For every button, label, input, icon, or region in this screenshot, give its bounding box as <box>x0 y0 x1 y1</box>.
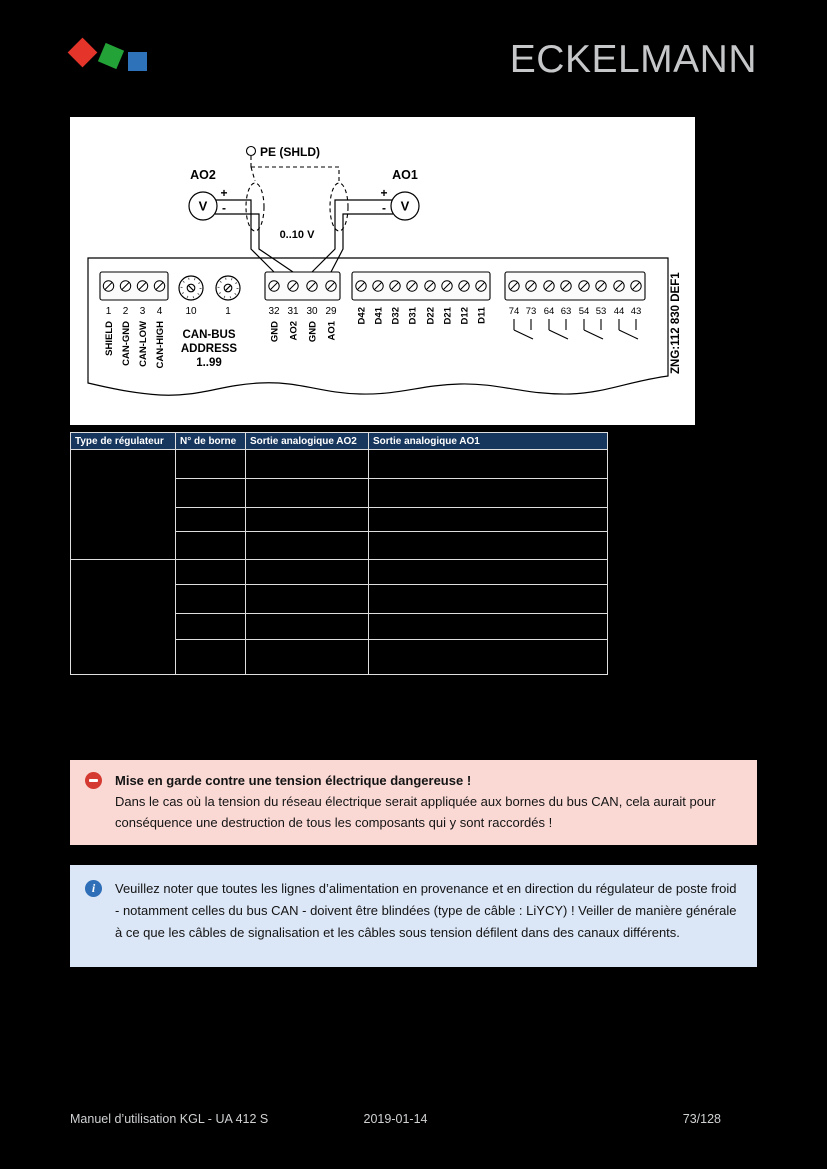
table-cell <box>176 479 246 508</box>
terminal-number: 63 <box>560 306 572 317</box>
voltmeter-v-label: V <box>400 198 410 214</box>
ao1-label: AO1 <box>392 168 418 182</box>
table-cell <box>369 532 608 560</box>
table-cell <box>71 450 176 560</box>
terminal-number: 31 <box>287 306 299 317</box>
terminal-number: 74 <box>508 306 520 317</box>
terminal-number: 73 <box>525 306 537 317</box>
rotary-switch-ones <box>216 276 240 300</box>
canbus-address-line2: ADDRESS <box>180 343 238 355</box>
table-row <box>71 560 608 585</box>
terminal-label: CAN-LOW <box>138 321 149 367</box>
terminal-label: D21 <box>442 307 454 325</box>
table-cell <box>176 640 246 675</box>
table-cell <box>246 560 369 585</box>
table-cell <box>369 479 608 508</box>
rotary-ones-label: 1 <box>225 306 231 317</box>
col-header-terminal-no: N° de borne <box>176 433 246 450</box>
warning-box <box>70 760 757 845</box>
page-footer <box>70 1112 757 1126</box>
canbus-address-line1: CAN-BUS <box>182 329 236 341</box>
terminal-label: AO1 <box>326 321 338 341</box>
terminal-label: D41 <box>373 307 385 325</box>
table-cell <box>246 614 369 640</box>
table-cell <box>369 585 608 614</box>
terminal-label: D11 <box>476 307 488 324</box>
warning-text <box>115 760 739 833</box>
terminal-number: 1 <box>105 306 112 317</box>
ao1-minus-label: - <box>382 201 386 215</box>
pe-terminal-circle <box>247 147 256 156</box>
table-cell <box>176 532 246 560</box>
table-cell <box>369 450 608 479</box>
table-cell <box>71 560 176 675</box>
cable-shield-ellipse-ao1 <box>330 183 348 231</box>
table-cell <box>246 508 369 532</box>
terminal-number: 29 <box>325 306 337 317</box>
ao1-plus-label: + <box>380 186 388 200</box>
table-cell <box>176 450 246 479</box>
terminal-assignment-table <box>70 432 608 675</box>
terminal-label: D31 <box>407 307 419 325</box>
terminal-label: CAN-HIGH <box>155 321 166 369</box>
table-cell <box>176 560 246 585</box>
terminal-number: 2 <box>122 306 129 317</box>
ao2-minus-label: - <box>222 201 226 215</box>
brand-wordmark: ECKELMANN <box>509 38 757 81</box>
table-cell <box>246 585 369 614</box>
canbus-address-line3: 1..99 <box>196 357 222 369</box>
logo-blue-square <box>128 52 147 71</box>
info-body: Veuillez noter que toutes les lignes d’alimentation en provenance et en direction du régulateur de poste froid - notamment celles du bus CAN - doivent être blindées (type de câble : LiYCY) ! Veiller de manière générale à ce que les câbles de signalisation et les câbles sous tension défilent dans des canaux différents. <box>115 881 737 940</box>
terminal-number: 54 <box>578 306 590 317</box>
table-cell <box>176 585 246 614</box>
wiring-figure <box>70 117 695 425</box>
terminal-number: 3 <box>139 306 146 317</box>
rotary-switch-tens <box>179 276 203 300</box>
footer-date: 2019-01-14 <box>363 1112 428 1126</box>
terminal-number: 44 <box>613 306 625 317</box>
terminal-number: 43 <box>630 306 642 317</box>
table-cell <box>369 508 608 532</box>
pe-dashed-lines <box>251 156 339 181</box>
warning-title: Mise en garde contre une tension électrique dangereuse ! <box>115 773 472 788</box>
ao2-plus-label: + <box>220 186 228 200</box>
terminal-number: 4 <box>156 306 163 317</box>
terminal-number: 30 <box>306 306 318 317</box>
footer-page-number: 73/128 <box>682 1112 722 1126</box>
col-header-ao2: Sortie analogique AO2 <box>246 433 369 450</box>
info-box <box>70 865 757 967</box>
terminal-number: 53 <box>595 306 607 317</box>
table-cell <box>369 560 608 585</box>
prohibition-bar <box>89 779 98 782</box>
ao2-label: AO2 <box>190 168 216 182</box>
danger-prohibition-icon <box>85 772 102 789</box>
voltage-range-label: 0..10 V <box>279 229 315 241</box>
shield-wiring <box>246 147 348 232</box>
terminal-label: D22 <box>425 307 437 325</box>
terminal-label: SHIELD <box>104 321 115 356</box>
drawing-number-label: ZNG:112 830 DEF1 <box>670 272 682 374</box>
rotary-tens-label: 10 <box>185 306 197 317</box>
terminal-label: D32 <box>390 307 402 325</box>
terminal-label: AO2 <box>288 321 300 341</box>
warning-body: Dans le cas où la tension du réseau électrique serait appliquée aux bornes du bus CAN, cela aurait pour conséquence une destruction de tous les composants qui y sont raccordés ! <box>115 794 716 830</box>
terminal-label: D42 <box>356 307 368 325</box>
wiring-diagram <box>70 117 695 425</box>
terminal-label: GND <box>269 321 281 343</box>
table-cell <box>176 614 246 640</box>
terminal-label: D12 <box>459 307 471 325</box>
logo-red-square <box>68 38 98 68</box>
table-row <box>71 450 608 479</box>
terminal-number: 64 <box>543 306 555 317</box>
logo-green-square <box>98 43 124 69</box>
table-cell <box>246 450 369 479</box>
col-header-regulator-type: Type de régulateur <box>71 433 176 450</box>
cable-shield-ellipse-ao2 <box>246 183 264 231</box>
table-cell <box>246 532 369 560</box>
table-cell <box>246 479 369 508</box>
info-icon: i <box>85 880 102 897</box>
terminal-label: CAN-GND <box>121 321 132 366</box>
col-header-ao1: Sortie analogique AO1 <box>369 433 608 450</box>
voltmeter-v-label: V <box>198 198 208 214</box>
terminal-label: GND <box>307 321 319 343</box>
table-cell <box>369 614 608 640</box>
footer-document-title: Manuel d’utilisation KGL - UA 412 S <box>70 1112 269 1126</box>
pe-label: PE (SHLD) <box>260 145 320 159</box>
table-cell <box>176 508 246 532</box>
terminal-number: 32 <box>268 306 280 317</box>
table-cell <box>369 640 608 675</box>
table-cell <box>246 640 369 675</box>
